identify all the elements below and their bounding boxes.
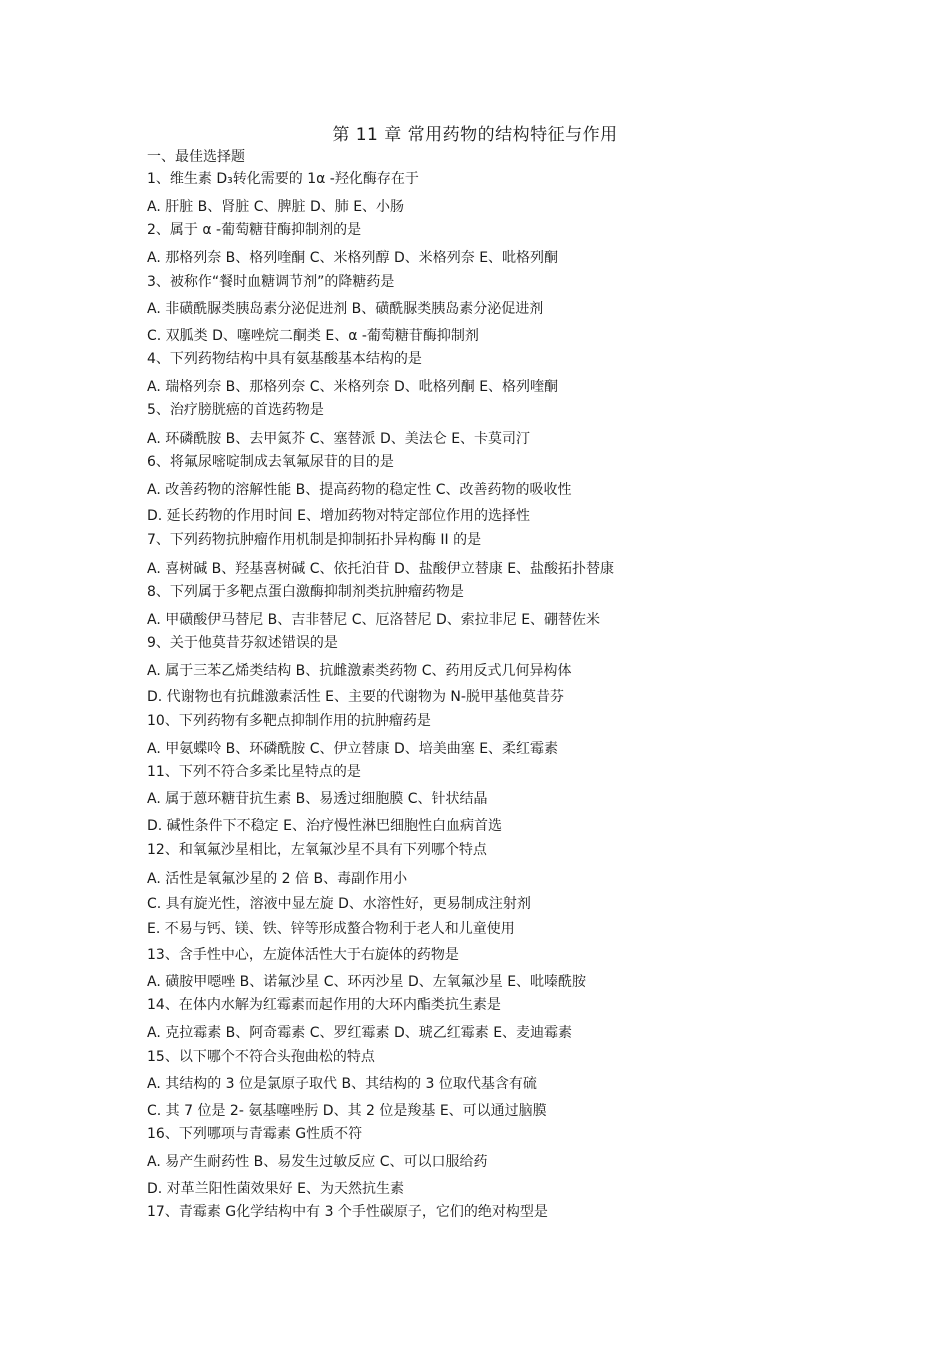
answer-options: A. 属于蒽环糖苷抗生素 B、易透过细胞膜 C、针状结晶 [147,791,488,807]
question-stem: 17、青霉素 G化学结构中有 3 个手性碳原子，它们的绝对构型是 [147,1204,548,1220]
question-stem: 1、维生素 D₃转化需要的 1α -羟化酶存在于 [147,171,419,187]
answer-options: A. 其结构的 3 位是氯原子取代 B、其结构的 3 位取代基含有硫 [147,1076,537,1092]
answer-options: A. 那格列奈 B、格列喹酮 C、米格列醇 D、米格列奈 E、吡格列酮 [147,250,559,266]
answer-options: D. 碱性条件下不稳定 E、治疗慢性淋巴细胞性白血病首选 [147,818,502,834]
question-stem: 6、将氟尿嘧啶制成去氧氟尿苷的目的是 [147,454,394,470]
question-stem: 11、下列不符合多柔比星特点的是 [147,764,361,780]
answer-options: A. 磺胺甲噁唑 B、诺氟沙星 C、环丙沙星 D、左氧氟沙星 E、吡嗪酰胺 [147,974,587,990]
answer-options: E. 不易与钙、镁、铁、锌等形成螯合物利于老人和儿童使用 [147,921,515,937]
question-stem: 14、在体内水解为红霉素而起作用的大环内酯类抗生素是 [147,997,501,1013]
question-stem: 7、下列药物抗肿瘤作用机制是抑制拓扑异构酶 II 的是 [147,532,482,548]
answer-options: C. 其 7 位是 2- 氨基噻唑肟 D、其 2 位是羧基 E、可以通过脑膜 [147,1103,547,1119]
answer-options: A. 克拉霉素 B、阿奇霉素 C、罗红霉素 D、琥乙红霉素 E、麦迪霉素 [147,1025,573,1041]
question-stem: 5、治疗膀胱癌的首选药物是 [147,402,324,418]
question-stem: 8、下列属于多靶点蛋白激酶抑制剂类抗肿瘤药物是 [147,584,464,600]
chapter-title: 第 11 章 常用药物的结构特征与作用 [332,125,618,145]
question-stem: 2、属于 α -葡萄糖苷酶抑制剂的是 [147,222,362,238]
answer-options: A. 非磺酰脲类胰岛素分泌促进剂 B、磺酰脲类胰岛素分泌促进剂 [147,301,544,317]
answer-options: A. 喜树碱 B、羟基喜树碱 C、依托泊苷 D、盐酸伊立替康 E、盐酸拓扑替康 [147,561,615,577]
answer-options: A. 易产生耐药性 B、易发生过敏反应 C、可以口服给药 [147,1154,488,1170]
question-stem: 3、被称作“餐时血糖调节剂”的降糖药是 [147,274,395,290]
answer-options: A. 瑞格列奈 B、那格列奈 C、米格列奈 D、吡格列酮 E、格列喹酮 [147,379,559,395]
question-stem: 10、下列药物有多靶点抑制作用的抗肿瘤药是 [147,713,431,729]
question-stem: 12、和氧氟沙星相比，左氧氟沙星不具有下列哪个特点 [147,842,487,858]
question-stem: 16、下列哪项与青霉素 G性质不符 [147,1126,363,1142]
question-stem: 4、下列药物结构中具有氨基酸基本结构的是 [147,351,422,367]
answer-options: A. 属于三苯乙烯类结构 B、抗雌激素类药物 C、药用反式几何异构体 [147,663,572,679]
answer-options: A. 环磷酰胺 B、去甲氮芥 C、塞替派 D、美法仑 E、卡莫司汀 [147,431,531,447]
question-stem: 15、以下哪个不符合头孢曲松的特点 [147,1049,375,1065]
answer-options: A. 活性是氧氟沙星的 2 倍 B、毒副作用小 [147,871,408,887]
section-heading: 一、最佳选择题 [147,149,245,165]
answer-options: A. 甲氨蝶呤 B、环磷酰胺 C、伊立替康 D、培美曲塞 E、柔红霉素 [147,741,559,757]
question-stem: 13、含手性中心，左旋体活性大于右旋体的药物是 [147,947,459,963]
answer-options: D. 延长药物的作用时间 E、增加药物对特定部位作用的选择性 [147,508,530,524]
answer-options: A. 改善药物的溶解性能 B、提高药物的稳定性 C、改善药物的吸收性 [147,482,572,498]
answer-options: C. 具有旋光性，溶液中显左旋 D、水溶性好，更易制成注射剂 [147,896,531,912]
answer-options: D. 对革兰阳性菌效果好 E、为天然抗生素 [147,1181,404,1197]
answer-options: C. 双胍类 D、噻唑烷二酮类 E、α -葡萄糖苷酶抑制剂 [147,328,479,344]
answer-options: A. 甲磺酸伊马替尼 B、吉非替尼 C、厄洛替尼 D、索拉非尼 E、硼替佐米 [147,612,601,628]
question-stem: 9、关于他莫昔芬叙述错误的是 [147,635,338,651]
answer-options: A. 肝脏 B、肾脏 C、脾脏 D、肺 E、小肠 [147,199,405,215]
answer-options: D. 代谢物也有抗雌激素活性 E、主要的代谢物为 N-脱甲基他莫昔芬 [147,689,564,705]
